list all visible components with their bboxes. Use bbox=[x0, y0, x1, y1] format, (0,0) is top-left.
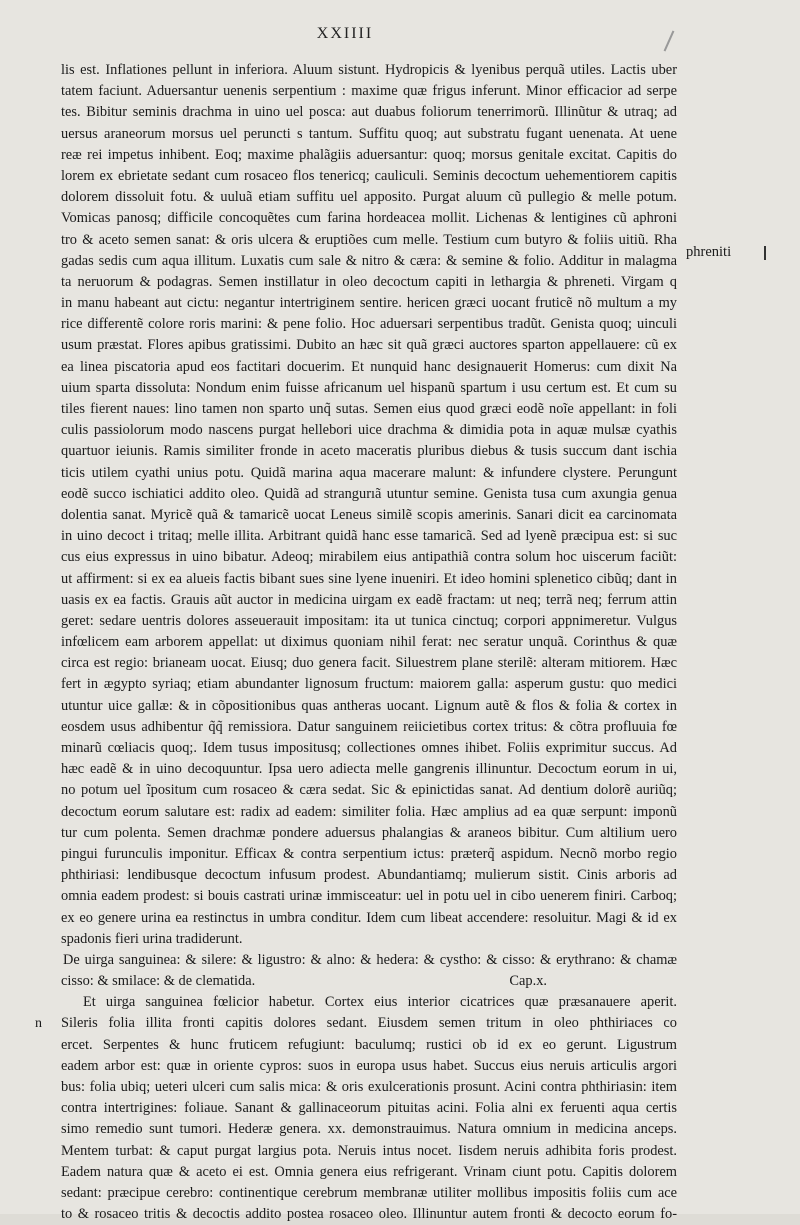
text-line: Vomicas panosq; difficile concoquẽtes cum farina hordeacea mollit. Lichenas & lentigines cũ aphroni bbox=[61, 210, 677, 227]
line-marker: n bbox=[35, 1016, 42, 1032]
folio-number: XXIIII bbox=[316, 25, 374, 42]
text-line: hæc eadẽ & in uino decoquuntur. Ipsa uero adiecta melle gangrenis illinuntur. Decoctum eorum in ui, bbox=[61, 761, 677, 778]
text-line: phthiriasi: lendibusque decoctum infusum prodest. Abundantiamq; mulierum sistit. Cinis arboris ad bbox=[61, 867, 677, 884]
paragraph-main bbox=[61, 60, 677, 950]
text-line: in manu habeant aut cictu: negantur intertriginem sentire. hericen græci uocant fruticẽ nõ multum a my bbox=[61, 295, 677, 312]
text-line: sedant: præcipue cerebro: continentique cerebrum membranæ utiliter mollibus impositis foliis cum ace bbox=[61, 1184, 677, 1201]
text-line: no potum uel ĩpositum cum rosaceo & cæra sedat. Sic & epinictidas sanat. Ad dentium dolorẽ auriũq; bbox=[61, 782, 677, 799]
text-line: dolorem dissoluit fotu. & uuluã etiam suffitu uel apposito. Purgat aluum cũ pullegio & melle potum. bbox=[61, 189, 677, 206]
text-line: Et uirga sanguinea fœlicior habetur. Cortex eius interior cicatrices quæ præsanauere aperit. bbox=[83, 994, 677, 1011]
text-line: eodẽ succo ischiatici addito oleo. Quidã ad strangurıã utuntur semine. Genista tusa cum axungia genua bbox=[61, 485, 677, 502]
text-line: ta neruorum & podagras. Semen instillatur in oleo decoctum capiti in lethargia & phreneti. Virgam q bbox=[61, 273, 677, 290]
text-line: infœlicem eam arborem appellat: ut diximus quoniam nihil ferat: nec seratur unquã. Corinthus & quæ bbox=[61, 634, 677, 651]
text-line: ex eo genere urina ea restinctus in umbra conditur. Idem cum libeat accendere: resoluitur. Magi & id ex bbox=[61, 909, 677, 926]
text-line: to & rosaceo tritis & decoctis addito postea rosaceo oleo. Illinuntur autem fronti & decocto eorum fo- bbox=[61, 1206, 677, 1223]
text-line: tiles fierent naues: lino tamen non sparto unq̃ sutas. Semen eius quod græci eodẽ noĩe appellant: in foli bbox=[61, 401, 677, 417]
text-line: gadas sedis cum aqua illitum. Luxatis cum sale & nitro & cæra: & semine & folio. Additur in malagma bbox=[61, 252, 677, 269]
text-line: circa est regio: brianeam uocat. Eiusq; duo genera facit. Siluestrem plane sterilẽ: alteram mitiorem. Hæc bbox=[61, 655, 677, 672]
text-line: tatem faciunt. Aduersantur uenenis serpentium : maxime quæ frigus inferunt. Minor efficacior ad serpe bbox=[61, 83, 677, 100]
text-line: cus eius expressus in uino bibatur. Adeoq; mirabilem eius antipathiã contra solum hoc uiscerum faciũt: bbox=[61, 549, 677, 566]
text-line: utuntur uice gallæ: & in cõpositionibus quas antheras uocant. Lignum autẽ & flos & folia & cortex in bbox=[61, 697, 677, 714]
text-block bbox=[35, 60, 677, 1225]
text-line: Sileris folia illita fronti capitis dolores sedant. Eiusdem semen tritum in oleo phthiriaces co n bbox=[61, 1013, 677, 1034]
text-line: tur cum polenta. Semen drachmæ pondere aduersus phalangias & araneos bibitur. Cum altilium uero bbox=[61, 824, 677, 841]
text-line: reæ rei impetus inhibent. Eoq; maxime phalãgiis aduersantur: quoq; morsus genitale excitat. Capitis do bbox=[61, 146, 677, 163]
text-line: eadem arbor est: quæ in oriente cypros: suos in europa usus habet. Succus eius neruis articulis argori bbox=[61, 1057, 677, 1074]
text-line: rice differentẽ colore roris marini: & pene folio. Hoc aduersari serpentibus tradũt. Genista quoq; uinculi bbox=[61, 316, 677, 333]
paragraph-chapter bbox=[35, 992, 677, 1225]
text-line: uasis ex ea factis. Grauis aũt auctor in medicina uirgam ex eadẽ fractam: ut neq; terrã neq; ferrum attin bbox=[61, 591, 677, 608]
text-line: in uino decoct i tritaq; melle illita. Arbitrant quidã hanc esse tamaricã. Sed ad lyenẽ præcipua est: si suc bbox=[61, 528, 677, 545]
chapter-label: Cap.x. bbox=[509, 973, 547, 990]
text-line: culis passiolorum modo nascens purgat hellebori uice drachma & dimidia pota in aquæ mulsæ cyathis bbox=[61, 422, 677, 439]
text-line: eosdem usus adhibentur q̃q̃ remissiora. Datur sanguinem reiicietibus cortex tritus: & cõtra profluuia fœ bbox=[61, 718, 677, 735]
text-line: pingui furunculis imponitur. Efficax & contra serpentium ictus: præterq̃ aspidum. Necnõ morbo regio bbox=[61, 845, 677, 862]
text-line: uium sparta dissoluta: Nondum enim fuisse africanum uel hispanũ spartum i usu certum est. Et cum su bbox=[61, 379, 677, 396]
text-line: Eadem natura quæ & aceto ei est. Omnia genera eius refrigerant. Vrinam ciunt potu. Capitis dolorem bbox=[61, 1163, 677, 1180]
text-line: contra intertrigines: foliaue. Sanant & gallinaceorum pituitas acini. Folia alni ex feruenti aqua certis bbox=[61, 1100, 677, 1117]
margin-note: phreniti bbox=[686, 244, 732, 260]
text-line: lorem ex ebrietate sedant cum rosaceo flos tenericq; cauliculi. Seminis decoctum uehementiorem capitis bbox=[61, 167, 677, 184]
chapter-heading-line: De uirga sanguinea: & silere: & ligustro: & alno: & hedera: & cystho: & cisso: & erythrano: & chamæ bbox=[63, 951, 677, 968]
margin-tick-mark bbox=[764, 246, 766, 260]
text-line: decoctum eorum salutare est: radix ad eadem: similiter folia. Hæc amplius ad ea quæ serpunt: imponũ bbox=[61, 803, 677, 820]
text-line: geret: sedare uentris dolores asseuerauit impositam: ita ut tunica cinctuq; corpori appnimeretur. Vulgus bbox=[61, 612, 677, 629]
text-line: dolentia sanat. Myricẽ quã & tamaricẽ uocat Leneus similẽ scopis amerinis. Sanari dicit ea carcinomata bbox=[61, 506, 677, 523]
text-line: lis est. Inflationes pellunt in inferiora. Aluum sistunt. Hydropicis & lyenibus perquã utiles. Lactis uber bbox=[61, 62, 677, 78]
text-line: ticis utilem cyathi unius potu. Quidã marina aqua macerare malunt: & infundere clystere. Perungunt bbox=[61, 464, 677, 481]
chapter-heading-line: cisso: & smilace: & de clematida. bbox=[61, 973, 256, 990]
chapter-heading-row bbox=[61, 971, 677, 992]
text-line: simo remedio sunt tumori. Hederæ genera. xx. demonstrauimus. Natura omnium in medicina anceps. bbox=[61, 1121, 677, 1138]
text-line: tro & aceto semen sanat: & oris ulcera & eruptiões cum melle. Testium cum butyro & foliis uitiũ. Rha bbox=[61, 231, 677, 248]
text-line: ea linea piscatoria apud eos factitari docuerim. Et nunquid hanc designauerit Homerus: cum dixit Na bbox=[61, 358, 677, 375]
text-line: ercet. Serpentes & hunc fruticem refugiunt: baculumq; rustici ob id ex eo gerunt. Ligustrum bbox=[61, 1036, 677, 1053]
text-line: bus: folia ubiq; ueteri ulceri cum salis mica: & oris exulcerationis prosunt. Acini contra phthiriasin: item bbox=[61, 1079, 677, 1095]
text-line: fert in ægypto syriaq; etiam abundanter lignosum fructum: maiorem galla: asperum gustu: quo medici bbox=[61, 676, 677, 693]
text-line: tes. Bibitur seminis drachma in uino uel posca: aut duabus foliorum tenerrimorũ. Illinũtur & utraq; ad bbox=[61, 104, 677, 121]
text-line: uersus araneorum morsus uel peruncti s tantum. Suffitu quoq; aut substratu fugant uenenata. At uene bbox=[61, 125, 677, 142]
text-line: omnia eadem prodest: si bouis castrati urinæ immisceatur: uel in potu uel in cibo uenerem finiri. Carboq; bbox=[61, 888, 677, 905]
text-line: ut affirment: si ex ea alueis factis bibant sues sine lyene inueniri. Et ideo homini splenetico cibũq; dant in bbox=[61, 570, 677, 587]
text-line: minarũ cœliacis quoq;. Idem tusus impositusq; collectiones omnes ihibet. Foliis exprimitur succus. Ad bbox=[61, 740, 677, 756]
text-line: spadonis fieri urina tradiderunt. bbox=[61, 930, 243, 947]
text-line: usum præstat. Flores apibus gratissimi. Dubito an hæc sit quã græci auctores sparton appellauere: cũ ex bbox=[61, 337, 677, 354]
text-line: Mentem turbat: & caput purgat largius pota. Neruis intus nocet. Iisdem neruis adhibita foris prodest. bbox=[61, 1142, 677, 1159]
text-line: quartuor ieiunis. Ramis similiter fronde in aceto maceratis pluribus diebus & tusis succum dant ischia bbox=[61, 443, 677, 460]
